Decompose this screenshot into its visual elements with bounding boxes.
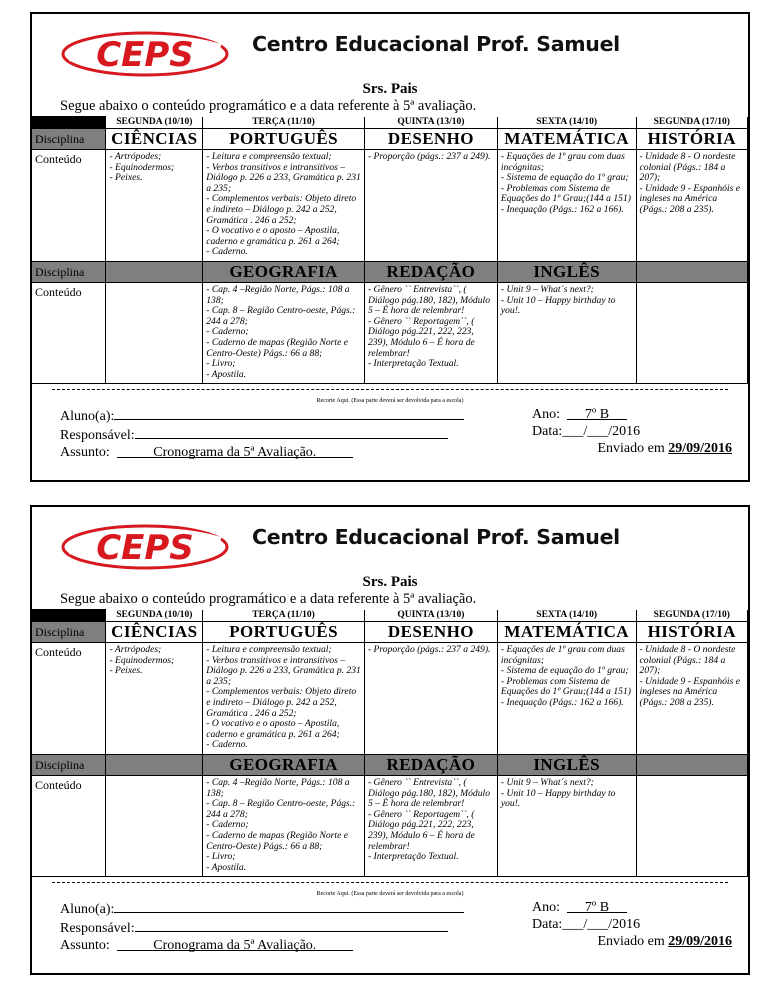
guardian-field[interactable] — [135, 918, 448, 932]
school-name: Centro Educacional Prof. Samuel — [252, 525, 620, 549]
slip-left — [60, 899, 464, 954]
corner-cell — [32, 610, 106, 622]
discipline-label: Disciplina — [32, 622, 106, 643]
day-header: SEGUNDA (17/10) — [636, 117, 747, 129]
date-line — [532, 423, 732, 440]
slip-left — [60, 406, 464, 461]
subject-name: GEOGRAFIA — [203, 755, 365, 776]
schedule-table — [31, 116, 748, 384]
day-header: TERÇA (11/10) — [203, 610, 365, 622]
subject-content — [364, 150, 497, 262]
subject-content — [203, 776, 365, 877]
student-label: Aluno(a): — [60, 409, 115, 425]
content-item: - Sistema de equação do 1º grau; — [500, 665, 629, 677]
content-item: - Proporção (págs.: 237 a 249). — [367, 151, 491, 162]
subject-content — [106, 150, 203, 262]
subject-content — [497, 776, 636, 877]
subject-content — [106, 643, 203, 755]
content-item: - Cap. 4 –Região Norte, Págs.: 108 a 138; — [206, 284, 350, 306]
content-item: - Peixes. — [109, 172, 143, 184]
content-item: - Caderno. — [206, 246, 248, 258]
student-label: Aluno(a): — [60, 902, 115, 918]
content-item: - Sistema de equação do 1º grau; — [500, 172, 629, 184]
year-value: 7º B — [567, 899, 627, 913]
empty-content-cell — [106, 283, 203, 384]
subject-content — [636, 643, 747, 755]
content-item: - Cap. 8 – Região Centro-oeste, Págs.: 244 a 278; — [206, 305, 356, 327]
content-item: - Apostila. — [206, 861, 247, 873]
subject-content — [203, 150, 365, 262]
subject-name: PORTUGUÊS — [203, 622, 365, 643]
subject-content — [364, 776, 497, 877]
student-line — [60, 406, 464, 425]
subject-content — [497, 643, 636, 755]
sent-date: 29/09/2016 — [668, 441, 732, 457]
content-item: - Caderno; — [206, 326, 249, 338]
return-slip — [32, 899, 748, 959]
empty-subject-cell — [636, 262, 747, 283]
subject-line — [60, 444, 464, 461]
notice-sheet — [30, 505, 750, 975]
content-item: - Livro; — [206, 851, 236, 863]
content-item: - Unidade 8 - O nordeste colonial (Págs.: 184 a 207); — [639, 644, 736, 677]
empty-content-cell — [106, 776, 203, 877]
year-line — [532, 899, 732, 916]
content-item: - Unit 9 – What´s next?; — [500, 284, 594, 295]
content-item: - Verbos transitivos e intransitivos – Diálogo p. 226 a 233, Gramática p. 231 a 235; — [206, 161, 361, 194]
sent-label: Enviado em — [597, 441, 665, 457]
empty-subject-cell — [636, 755, 747, 776]
content-label: Conteúdo — [32, 643, 106, 755]
content-item: - Caderno. — [206, 739, 248, 751]
empty-content-cell — [636, 776, 747, 877]
discipline-label: Disciplina — [32, 755, 106, 776]
content-item: - Unidade 8 - O nordeste colonial (Págs.: 184 a 207); — [639, 151, 736, 184]
subject-content — [364, 283, 497, 384]
year-label: Ano: — [532, 407, 560, 423]
ceps-logo — [59, 30, 229, 78]
corner-cell — [32, 117, 106, 129]
subject-label: Assunto: — [60, 445, 110, 461]
date-label: Data: — [532, 424, 563, 440]
subject-name: INGLÊS — [497, 755, 636, 776]
subject-name: MATEMÁTICA — [497, 129, 636, 150]
guardian-label: Responsável: — [60, 921, 135, 937]
content-item: - Unidade 9 - Espanhóis e ingleses na América (Págs.: 208 a 235). — [639, 675, 740, 708]
content-item: - Leitura e compreensão textual; — [206, 644, 332, 655]
content-item: - Peixes. — [109, 665, 143, 677]
content-item: - Livro; — [206, 358, 236, 370]
notice-sheet — [30, 12, 750, 482]
content-item: - Gênero `` Reportagem``, ( Diálogo pág.221, 222, 223, 239), Módulo 6 – É hora de relembrar! — [367, 315, 475, 359]
content-item: - Unit 10 – Happy birthday to you!. — [500, 787, 616, 810]
ceps-logo — [59, 523, 229, 571]
sent-date: 29/09/2016 — [668, 934, 732, 950]
content-item: - Interpretação Textual. — [367, 851, 459, 863]
header — [32, 507, 748, 573]
content-item: - Equinodermos; — [109, 654, 175, 666]
subject-name: DESENHO — [364, 129, 497, 150]
sent-line — [532, 933, 732, 950]
content-item: - Leitura e compreensão textual; — [206, 151, 332, 162]
day-header: SEGUNDA (10/10) — [106, 610, 203, 622]
subject-value: Cronograma da 5ª Avaliação. — [117, 937, 353, 951]
content-item: - Caderno; — [206, 819, 249, 831]
student-line — [60, 899, 464, 918]
day-header: TERÇA (11/10) — [203, 117, 365, 129]
date-value: ___/___/2016 — [562, 917, 641, 933]
subject-name: REDAÇÃO — [364, 262, 497, 283]
content-item: - Artrópodes; — [109, 151, 162, 162]
subject-name: INGLÊS — [497, 262, 636, 283]
intro-text: Segue abaixo o conteúdo programático e a data referente à 5ª avaliação. — [60, 591, 477, 607]
subject-label: Assunto: — [60, 938, 110, 954]
content-item: - Unit 9 – What´s next?; — [500, 777, 594, 788]
content-item: - Complementos verbais: Objeto direto e indireto – Diálogo p. 242 a 252, Gramática . 246 a 252; — [206, 686, 357, 719]
content-item: - Cap. 8 – Região Centro-oeste, Págs.: 244 a 278; — [206, 798, 356, 820]
logo-text: CEPS — [96, 35, 194, 75]
day-header: SEGUNDA (10/10) — [106, 117, 203, 129]
content-item: - Gênero `` Entrevista``, ( Diálogo pág.180, 182), Módulo 5 – É hora de relembrar! — [367, 284, 490, 317]
year-line — [532, 406, 732, 423]
year-label: Ano: — [532, 900, 560, 916]
cut-line — [32, 877, 748, 899]
subject-content — [203, 283, 365, 384]
content-item: - Gênero `` Entrevista``, ( Diálogo pág.180, 182), Módulo 5 – É hora de relembrar! — [367, 777, 490, 810]
sent-label: Enviado em — [597, 934, 665, 950]
subject-line — [60, 937, 464, 954]
discipline-label: Disciplina — [32, 262, 106, 283]
slip-right — [532, 406, 732, 457]
subject-name: PORTUGUÊS — [203, 129, 365, 150]
student-field[interactable] — [114, 406, 464, 420]
date-line — [532, 916, 732, 933]
guardian-label: Responsável: — [60, 428, 135, 444]
content-item: - Gênero `` Reportagem``, ( Diálogo pág.221, 222, 223, 239), Módulo 6 – É hora de relembrar! — [367, 808, 475, 852]
guardian-field[interactable] — [135, 425, 448, 439]
day-header: SEXTA (14/10) — [497, 117, 636, 129]
student-field[interactable] — [114, 899, 464, 913]
header — [32, 14, 748, 80]
content-item: - Unit 10 – Happy birthday to you!. — [500, 294, 616, 317]
empty-content-cell — [636, 283, 747, 384]
day-header: QUINTA (13/10) — [364, 117, 497, 129]
subject-name: REDAÇÃO — [364, 755, 497, 776]
greeting: Srs. Pais — [362, 574, 418, 590]
cut-note: Recorte Aqui. (Essa parte deverá ser devolvida para a escola) — [316, 398, 464, 405]
subject-name: CIÊNCIAS — [106, 129, 203, 150]
subject-name: DESENHO — [364, 622, 497, 643]
logo-text: CEPS — [96, 528, 194, 568]
day-header: SEXTA (14/10) — [497, 610, 636, 622]
subject-name: GEOGRAFIA — [203, 262, 365, 283]
content-item: - Unidade 9 - Espanhóis e ingleses na América (Págs.: 208 a 235). — [639, 182, 740, 215]
content-label: Conteúdo — [32, 283, 106, 384]
schedule-table — [31, 609, 748, 877]
empty-subject-cell — [106, 755, 203, 776]
content-item: - Caderno de mapas (Região Norte e Centro-Oeste) Págs.: 66 a 88; — [206, 829, 348, 852]
content-item: - Caderno de mapas (Região Norte e Centro-Oeste) Págs.: 66 a 88; — [206, 336, 348, 359]
cut-line — [32, 384, 748, 406]
subject-content — [497, 150, 636, 262]
content-item: - Interpretação Textual. — [367, 358, 459, 370]
subject-name: HISTÓRIA — [636, 622, 747, 643]
school-name: Centro Educacional Prof. Samuel — [252, 32, 620, 56]
content-item: - Proporção (págs.: 237 a 249). — [367, 644, 491, 655]
greeting: Srs. Pais — [362, 81, 418, 97]
day-header: QUINTA (13/10) — [364, 610, 497, 622]
guardian-line — [60, 425, 464, 444]
cut-note: Recorte Aqui. (Essa parte deverá ser devolvida para a escola) — [316, 891, 464, 898]
guardian-line — [60, 918, 464, 937]
day-header: SEGUNDA (17/10) — [636, 610, 747, 622]
content-item: - O vocativo e o aposto – Apostila, caderno e gramática p. 261 a 264; — [206, 718, 340, 740]
subject-name: HISTÓRIA — [636, 129, 747, 150]
subject-value: Cronograma da 5ª Avaliação. — [117, 444, 353, 458]
subject-name: CIÊNCIAS — [106, 622, 203, 643]
content-item: - O vocativo e o aposto – Apostila, caderno e gramática p. 261 a 264; — [206, 225, 340, 247]
year-value: 7º B — [567, 406, 627, 420]
content-item: - Artrópodes; — [109, 644, 162, 655]
sent-line — [532, 440, 732, 457]
subject-content — [203, 643, 365, 755]
content-item: - Equações de 1º grau com duas incógnitas; — [500, 644, 625, 666]
date-value: ___/___/2016 — [562, 424, 641, 440]
content-item: - Inequação (Págs.: 162 a 166). — [500, 696, 624, 708]
subject-name: MATEMÁTICA — [497, 622, 636, 643]
content-item: - Problemas com Sistema de Equações do 1º Grau;(144 a 151) — [500, 675, 631, 698]
subject-content — [636, 150, 747, 262]
content-item: - Cap. 4 –Região Norte, Págs.: 108 a 138; — [206, 777, 350, 799]
subject-content — [497, 283, 636, 384]
dashed-divider — [52, 389, 728, 390]
date-label: Data: — [532, 917, 563, 933]
content-item: - Complementos verbais: Objeto direto e indireto – Diálogo p. 242 a 252, Gramática . 246 a 252; — [206, 193, 357, 226]
return-slip — [32, 406, 748, 466]
content-label: Conteúdo — [32, 776, 106, 877]
dashed-divider — [52, 882, 728, 883]
content-item: - Equações de 1º grau com duas incógnitas; — [500, 151, 625, 173]
intro-text: Segue abaixo o conteúdo programático e a data referente à 5ª avaliação. — [60, 98, 477, 114]
slip-right — [532, 899, 732, 950]
subject-content — [364, 643, 497, 755]
content-item: - Verbos transitivos e intransitivos – Diálogo p. 226 a 233, Gramática p. 231 a 235; — [206, 654, 361, 687]
content-item: - Problemas com Sistema de Equações do 1º Grau;(144 a 151) — [500, 182, 631, 205]
content-item: - Equinodermos; — [109, 161, 175, 173]
empty-subject-cell — [106, 262, 203, 283]
content-item: - Apostila. — [206, 368, 247, 380]
content-label: Conteúdo — [32, 150, 106, 262]
discipline-label: Disciplina — [32, 129, 106, 150]
content-item: - Inequação (Págs.: 162 a 166). — [500, 203, 624, 215]
